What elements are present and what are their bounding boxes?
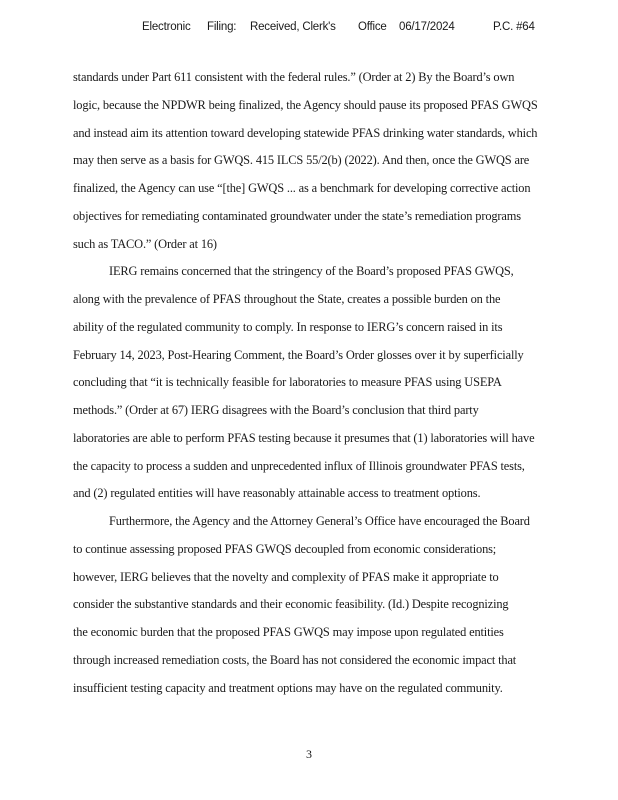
- body-line: through increased remediation costs, the Board has not considered the economic impact that: [73, 652, 517, 667]
- body-line: objectives for remediating contaminated groundwater under the state’s remediation programs: [73, 208, 521, 223]
- header-electronic: Electronic: [142, 21, 191, 33]
- body-line: February 14, 2023, Post-Hearing Comment, the Board’s Order glosses over it by superficially: [73, 347, 524, 362]
- paragraph-start-line: IERG remains concerned that the stringency of the Board’s proposed PFAS GWQS,: [109, 264, 514, 279]
- body-line: to continue assessing proposed PFAS GWQS decoupled from economic considerations;: [73, 541, 497, 556]
- body-line: consider the substantive standards and their economic feasibility. (Id.) Despite recognizing: [73, 597, 509, 612]
- header-received-clerks: Received, Clerk's: [250, 21, 336, 33]
- body-line: standards under Part 611 consistent with the federal rules.” (Order at 2) By the Board’s own: [73, 70, 515, 84]
- body-line: however, IERG believes that the novelty and complexity of PFAS make it appropriate to: [73, 569, 499, 584]
- document-body: [73, 64, 551, 702]
- filing-header: [0, 21, 618, 37]
- header-date: 06/17/2024: [399, 21, 455, 33]
- body-line: and (2) regulated entities will have reasonably attainable access to treatment options.: [73, 486, 481, 501]
- body-line: finalized, the Agency can use “[the] GWQS ... as a benchmark for developing corrective action: [73, 181, 531, 195]
- body-line: laboratories are able to perform PFAS testing because it presumes that (1) laboratories will have: [73, 430, 535, 445]
- body-line: along with the prevalence of PFAS throughout the State, creates a possible burden on the: [73, 292, 501, 306]
- body-line: logic, because the NPDWR being finalized, the Agency should pause its proposed PFAS GWQS: [73, 97, 538, 112]
- page-number: 3: [306, 747, 312, 761]
- header-filing: Filing:: [207, 21, 237, 33]
- header-office: Office: [358, 21, 387, 33]
- header-pc-number: P.C. #64: [493, 21, 535, 33]
- body-line: may then serve as a basis for GWQS. 415 ILCS 55/2(b) (2022). And then, once the GWQS are: [73, 153, 530, 168]
- body-line: the capacity to process a sudden and unprecedented influx of Illinois groundwater PFAS tests,: [73, 458, 525, 473]
- body-line: the economic burden that the proposed PFAS GWQS may impose upon regulated entities: [73, 625, 504, 639]
- body-line: concluding that “it is technically feasible for laboratories to measure PFAS using USEPA: [73, 375, 502, 390]
- body-line: methods.” (Order at 67) IERG disagrees with the Board’s conclusion that third party: [73, 403, 479, 417]
- body-line: such as TACO.” (Order at 16): [73, 236, 217, 251]
- body-line: ability of the regulated community to comply. In response to IERG’s concern raised in its: [73, 319, 503, 334]
- body-line: insufficient testing capacity and treatment options may have on the regulated community.: [73, 680, 503, 695]
- body-line: and instead aim its attention toward developing statewide PFAS drinking water standards, which: [73, 125, 538, 140]
- paragraph-start-line: Furthermore, the Agency and the Attorney General’s Office have encouraged the Board: [109, 514, 530, 528]
